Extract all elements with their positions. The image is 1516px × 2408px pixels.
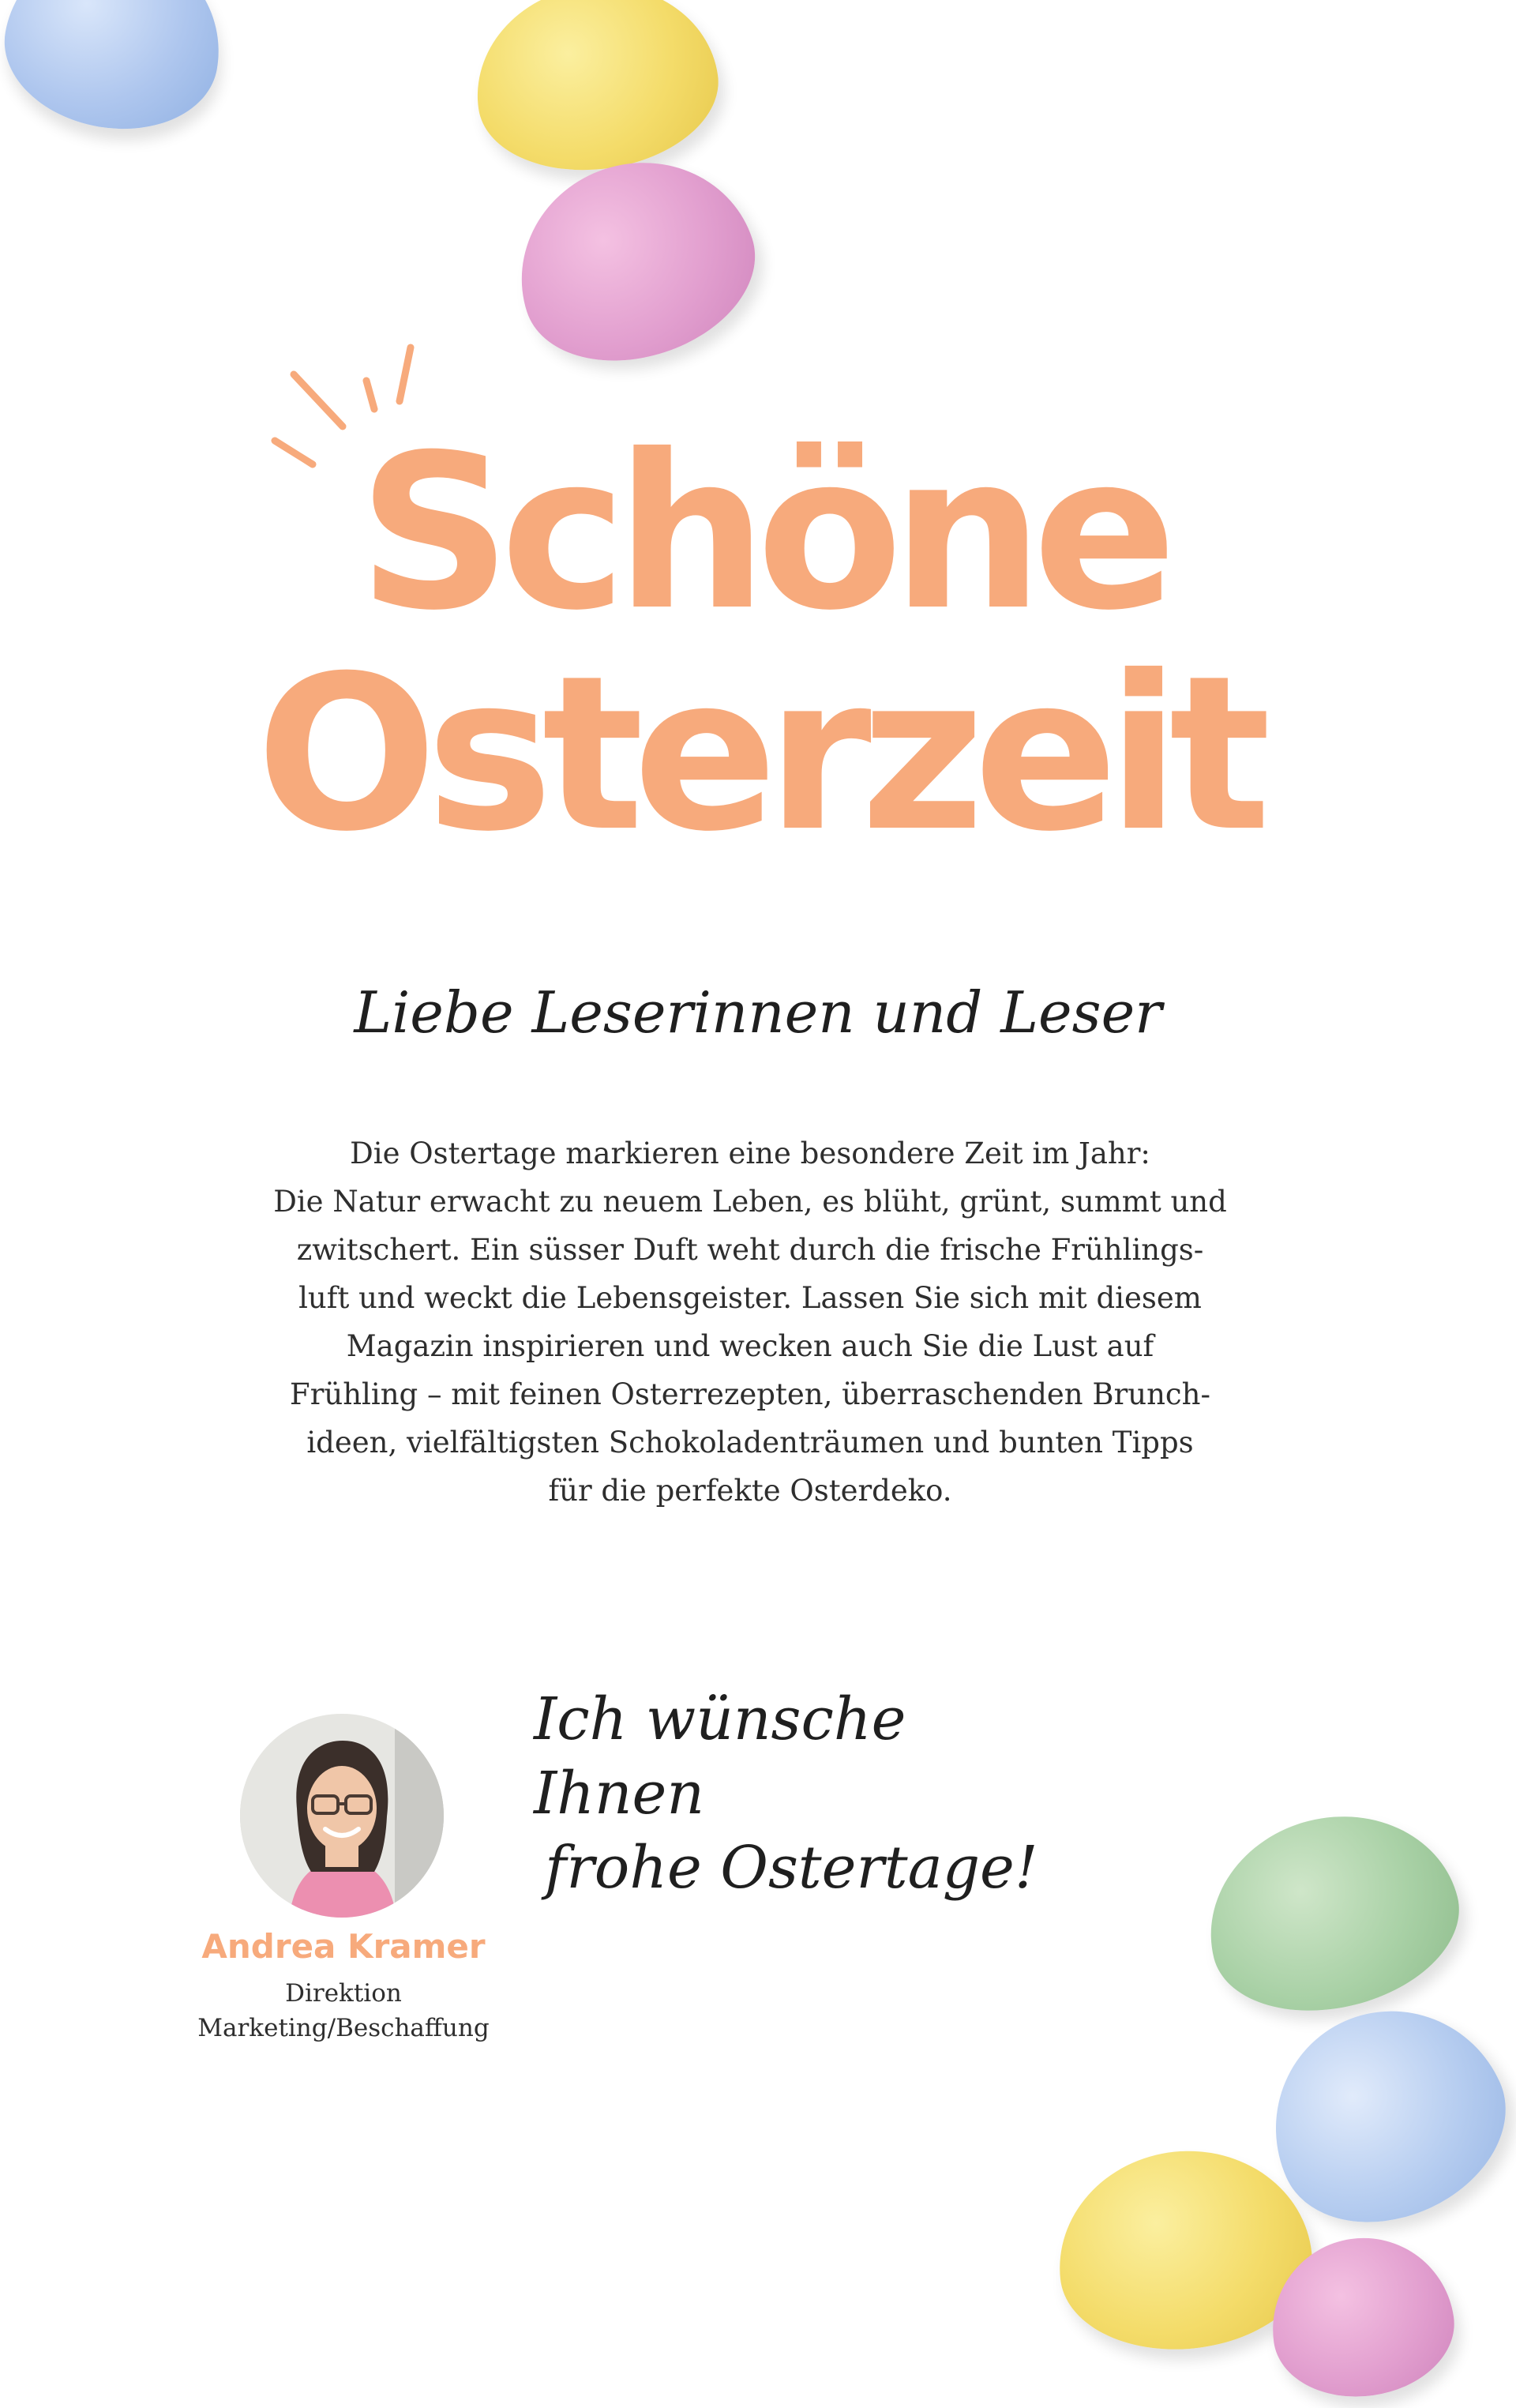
headline xyxy=(0,408,1516,878)
easter-egg-yellow xyxy=(463,0,728,185)
body-line: für die perfekte Osterdeko. xyxy=(548,1474,952,1508)
body-paragraph xyxy=(268,1129,1232,1515)
author-role xyxy=(142,1976,545,2045)
body-line: zwitschert. Ein süsser Duft weht durch die frische Frühlings- xyxy=(296,1233,1204,1267)
easter-wish-line-1: Ich wünsche Ihnen xyxy=(534,1685,906,1828)
salutation: Liebe Leserinnen und Leser xyxy=(354,979,1162,1046)
body-line: Die Natur erwacht zu neuem Leben, es blüht, grünt, summt und xyxy=(273,1185,1227,1219)
author-avatar xyxy=(240,1714,444,1918)
body-line: Die Ostertage markieren eine besondere Zeit im Jahr: xyxy=(350,1136,1150,1170)
easter-egg-blue xyxy=(0,0,235,145)
headline-line-2: Osterzeit xyxy=(256,629,1260,878)
body-line: Frühling – mit feinen Osterrezepten, überraschenden Brunch- xyxy=(290,1377,1210,1411)
author-name: Andrea Kramer xyxy=(201,1927,486,1966)
author-role-line: Direktion xyxy=(285,1979,402,2008)
body-line: Magazin inspirieren und wecken auch Sie die Lust auf xyxy=(346,1329,1154,1363)
body-line: ideen, vielfältigsten Schokoladenträumen und bunten Tipps xyxy=(306,1426,1194,1459)
author-role-line: Marketing/Beschaffung xyxy=(197,2014,490,2042)
easter-egg-pink xyxy=(493,133,778,389)
body-line: luft und weckt die Lebensgeister. Lassen Sie sich mit diesem xyxy=(298,1281,1202,1315)
easter-wish xyxy=(534,1682,1086,1905)
headline-line-1: Schöne xyxy=(358,408,1166,657)
easter-wish-line-2: frohe Ostertage! xyxy=(545,1834,1038,1902)
easter-egg-green xyxy=(1188,1790,1477,2035)
